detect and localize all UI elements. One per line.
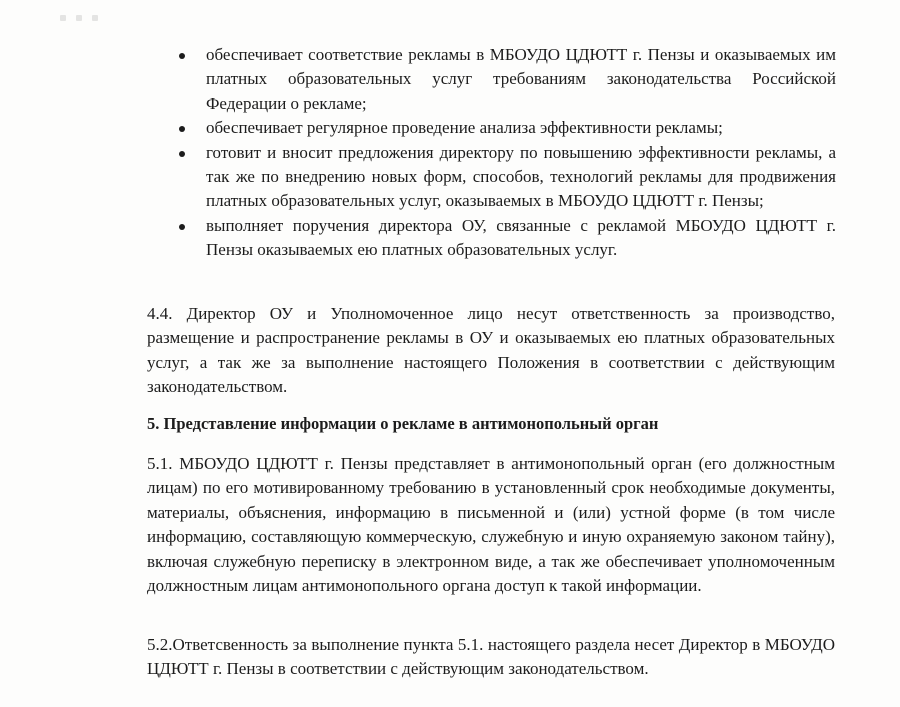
paragraph-5-1: 5.1. МБОУДО ЦДЮТТ г. Пензы представляет в антимонопольный орган (его должностным лицам) по его мотивированному требованию в установленный срок необходимые документы, материалы, объяснения, информацию в письменной и (или) устной форме (в том числе информацию, составляющую коммерческую, служебную и иную охраняемую законом тайну), включая служебную переписку в электронном виде, а так же обеспечивает уполномоченным должностным лицам антимонопольного органа доступ к такой информации. [147, 454, 835, 596]
list-item: обеспечивает регулярное проведение анализа эффективности рекламы; [178, 116, 836, 140]
list-item: обеспечивает соответствие рекламы в МБОУДО ЦДЮТТ г. Пензы и оказываемых им платных образовательных услуг требованиям законодательства Российской Федерации о рекламе; [178, 43, 836, 116]
paragraph-4-4: 4.4. Директор ОУ и Уполномоченное лицо несут ответственность за производство, размещение и распространение рекламы в ОУ и оказываемых ею платных образовательных услуг, а так же за выполнение настоящего Положения в соответствии с действующим законодательством. [147, 304, 835, 397]
responsibilities-list [178, 43, 836, 263]
scan-artifact [60, 8, 130, 22]
paragraph-5-2: 5.2.Ответсвенность за выполнение пункта 5.1. настоящего раздела несет Директор в МБОУДО ЦДЮТТ г. Пензы в соответствии с действующим законодательством. [147, 635, 835, 679]
list-item: готовит и вносит предложения директору по повышению эффективности рекламы, а так же по внедрению новых форм, способов, технологий рекламы для продвижения платных образовательных услуг, оказываемых в МБОУДО ЦДЮТТ г. Пензы; [178, 141, 836, 214]
section-5-heading: 5. Представление информации о рекламе в антимонопольный орган [147, 414, 659, 433]
list-item: выполняет поручения директора ОУ, связанные с рекламой МБОУДО ЦДЮТТ г. Пензы оказываемых ею платных образовательных услуг. [178, 214, 836, 263]
